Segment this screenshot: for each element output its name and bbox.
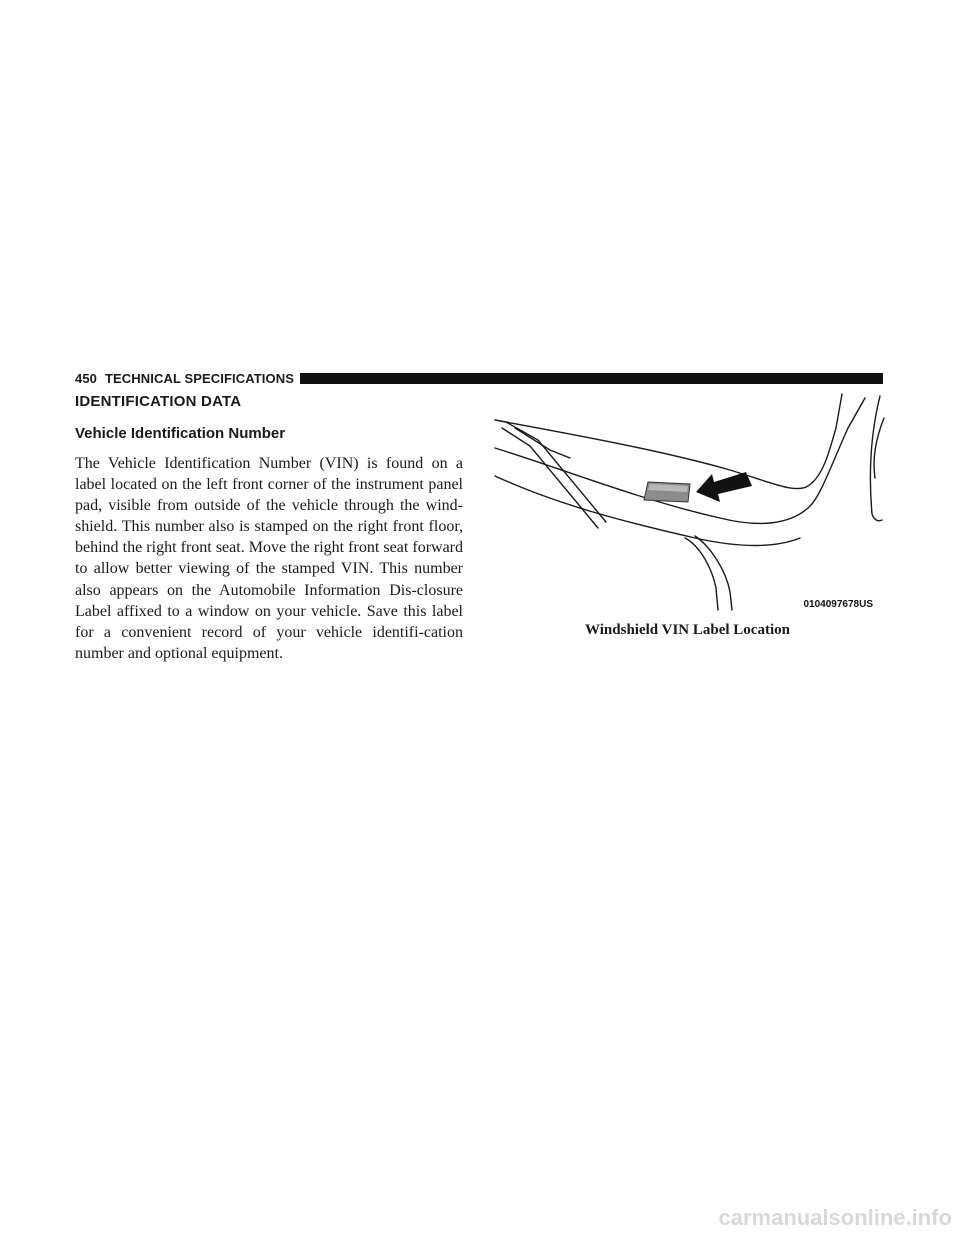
- figure-caption: Windshield VIN Label Location: [585, 622, 790, 638]
- figure-id: 0104097678US: [803, 599, 873, 610]
- watermark: [0, 1205, 960, 1231]
- arrow-icon: [696, 472, 752, 502]
- windshield-upper-edge: [495, 394, 842, 489]
- subsection-heading: Vehicle Identification Number: [75, 425, 286, 442]
- header-text: [75, 371, 294, 386]
- windshield-lower-edge: [495, 398, 865, 523]
- header-rule: [300, 373, 883, 384]
- section-heading: IDENTIFICATION DATA: [75, 393, 242, 410]
- page-header: [75, 369, 883, 387]
- body-paragraph: The Vehicle Identification Number (VIN) is found on a label located on the left front corner of the instrument panel pad, visible from outside of the vehicle through the wind-shield. This number also is stamped on the right front floor, behind the right front seat. Move the right front seat forward to allow better viewing of the stamped VIN. This number also appears on the Automobile Information Dis-closure Label affixed to a window on your vehicle. Save this label for a convenient record of your vehicle identifi-cation number and optional equipment.: [75, 455, 463, 662]
- page-number: 450: [75, 370, 97, 386]
- wiper-blade: [506, 422, 606, 522]
- cowl-crease-outer: [685, 538, 718, 610]
- cowl-crease-inner: [695, 536, 732, 610]
- watermark-text: carmanualsonline.info: [718, 1205, 952, 1230]
- windshield-drawing: [490, 388, 885, 620]
- vin-illustration: [490, 388, 885, 620]
- a-pillar-inner-line: [874, 418, 884, 478]
- section-title: TECHNICAL SPECIFICATIONS: [105, 370, 294, 386]
- text-column: [75, 392, 463, 664]
- a-pillar-line: [870, 396, 882, 521]
